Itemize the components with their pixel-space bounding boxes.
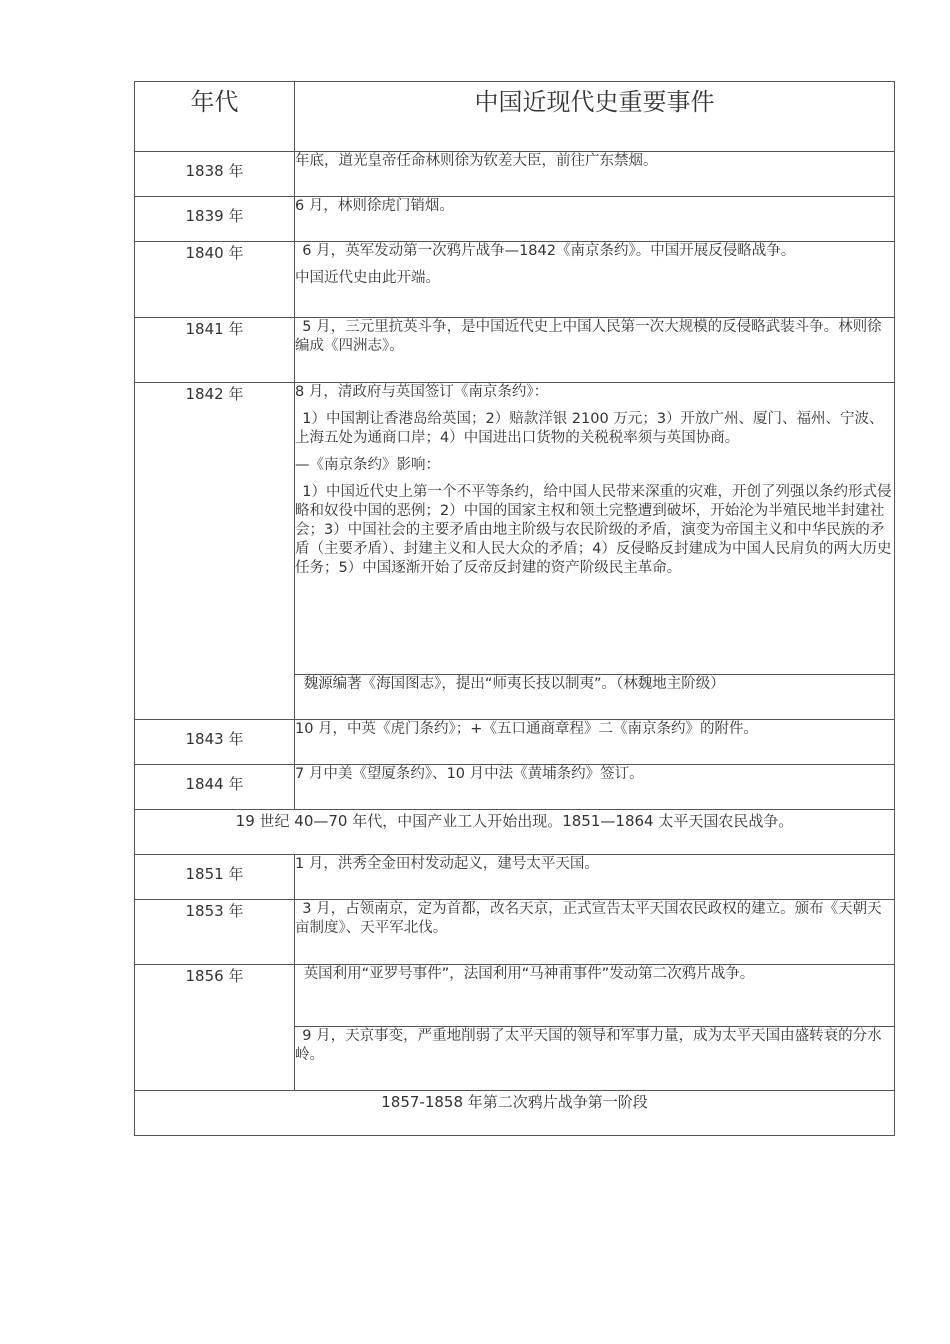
history-timeline-table <box>134 81 895 1136</box>
table-row <box>135 810 895 855</box>
row-event <box>295 1027 895 1091</box>
row-year: 1842 年 <box>135 383 295 720</box>
row-year: 1838 年 <box>135 152 295 197</box>
event-text: 中国近代史由此开端。 <box>295 270 440 286</box>
table-row <box>135 318 895 383</box>
row-event <box>295 965 895 1027</box>
event-text: 7 月中美《望厦条约》、10 月中法《黄埔条约》签订。 <box>295 766 644 782</box>
table-row <box>135 765 895 810</box>
event-text: 1）中国割让香港岛给英国；2）赔款洋银 2100 万元；3）开放广州、厦门、福州、宁波、上海五处为通商口岸；4）中国进出口货物的关税税率须与英国协商。 <box>295 411 884 446</box>
row-event <box>295 242 895 318</box>
row-event <box>295 900 895 965</box>
row-year: 1841 年 <box>135 318 295 383</box>
event-text: 1 月，洪秀全金田村发动起义，建号太平天国。 <box>295 856 599 872</box>
event-text: 9 月，天京事变，严重地削弱了太平天国的领导和军事力量，成为太平天国由盛转衰的分水岭。 <box>295 1028 882 1063</box>
table-row <box>135 152 895 197</box>
event-text: 5 月，三元里抗英斗争，是中国近代史上中国人民第一次大规模的反侵略武装斗争。林则徐编成《四洲志》。 <box>295 319 882 354</box>
year-column-header: 年代 <box>135 82 295 152</box>
table-row <box>135 900 895 965</box>
row-year: 1844 年 <box>135 765 295 810</box>
row-event <box>295 318 895 383</box>
table-row <box>135 720 895 765</box>
row-event <box>295 197 895 242</box>
row-year: 1840 年 <box>135 242 295 318</box>
row-year: 1853 年 <box>135 900 295 965</box>
row-year: 1851 年 <box>135 855 295 900</box>
event-text: 3 月，占领南京，定为首都，改名天京，正式宣告太平天国农民政权的建立。颁布《天朝天亩制度》、天平军北伐。 <box>295 901 882 936</box>
table-row <box>135 855 895 900</box>
event-text: 10 月，中英《虎门条约》；+《五口通商章程》二《南京条约》的附件。 <box>295 721 758 737</box>
event-text: 年底，道光皇帝任命林则徐为钦差大臣，前往广东禁烟。 <box>295 153 658 169</box>
table-row <box>135 197 895 242</box>
table-row <box>135 965 895 1027</box>
event-text: 英国利用“亚罗号事件”，法国利用“马神甫事件”发动第二次鸦片战争。 <box>303 966 755 982</box>
event-text: 6 月，林则徐虎门销烟。 <box>295 198 454 214</box>
row-year: 1843 年 <box>135 720 295 765</box>
event-text: 6 月，英军发动第一次鸦片战争—1842《南京条约》。中国开展反侵略战争。 <box>302 243 796 259</box>
row-event <box>295 152 895 197</box>
row-event <box>295 720 895 765</box>
event-text: 魏源编著《海国图志》，提出“师夷长技以制夷”。（林魏地主阶级） <box>303 676 725 692</box>
row-year: 1856 年 <box>135 965 295 1091</box>
table-header-row <box>135 82 895 152</box>
table-row <box>135 242 895 318</box>
spanning-note: 19 世纪 40—70 年代，中国产业工人开始出现。1851—1864 太平天国农民战争。 <box>135 810 895 855</box>
event-text: —《南京条约》影响： <box>295 457 440 473</box>
row-event <box>295 383 895 675</box>
row-event <box>295 675 895 720</box>
spanning-note: 1857-1858 年第二次鸦片战争第一阶段 <box>135 1091 895 1136</box>
table-row <box>135 1091 895 1136</box>
row-event <box>295 855 895 900</box>
event-text: 1）中国近代史上第一个不平等条约，给中国人民带来深重的灾难，开创了列强以条约形式侵略和奴役中国的恶例；2）中国的国家主权和领土完整遭到破坏，开始沦为半殖民地半封建社会；3）中国社会的主要矛盾由地主阶级与农民阶级的矛盾，演变为帝国主义和中华民族的矛盾（主要矛盾）、封建主义和人民大众的矛盾；4）反侵略反封建成为中国人民肩负的两大历史任务；5）中国逐渐开始了反帝反封建的资产阶级民主革命。 <box>295 484 892 576</box>
table-row <box>135 383 895 675</box>
event-text: 8 月，清政府与英国签订《南京条约》： <box>295 384 549 400</box>
events-column-header: 中国近现代史重要事件 <box>295 82 895 152</box>
row-event <box>295 765 895 810</box>
row-year: 1839 年 <box>135 197 295 242</box>
